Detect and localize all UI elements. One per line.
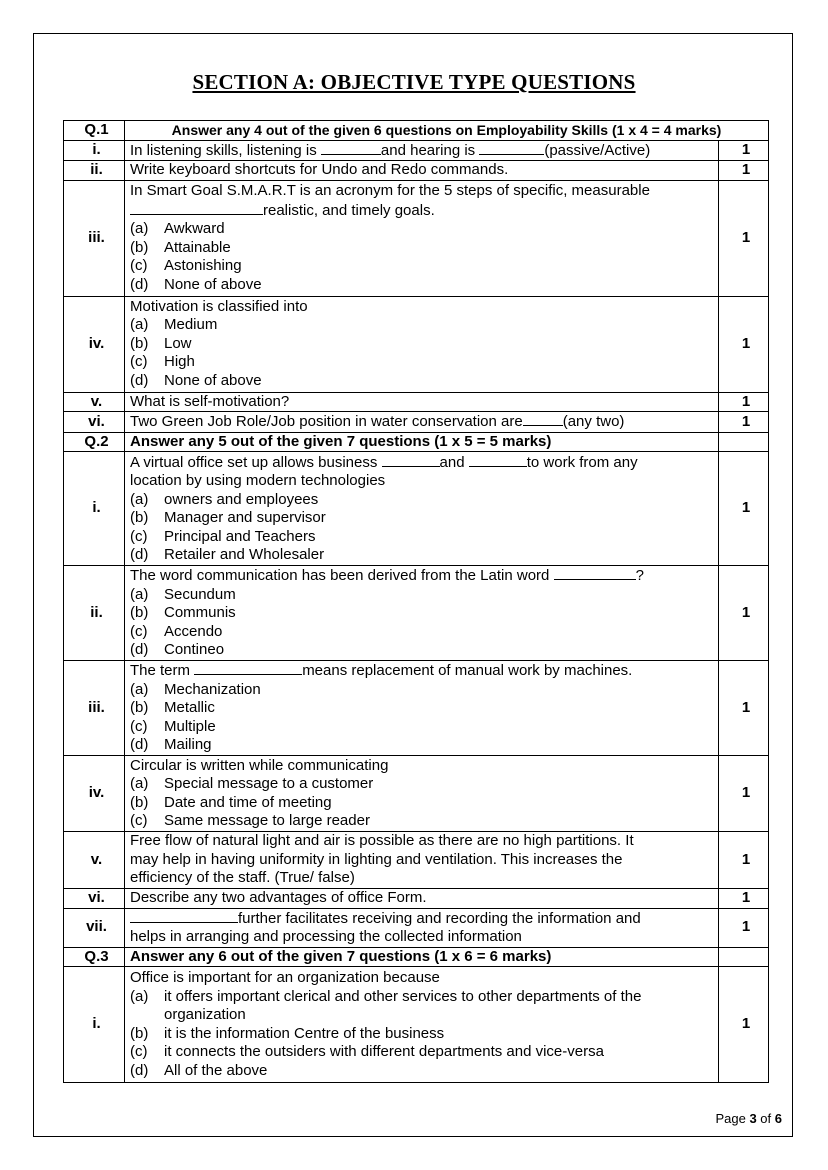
question-stem: Motivation is classified into [130,297,308,315]
item-number: i. [64,140,125,161]
item-number: ii. [64,566,125,661]
option-b: (b) Low [130,334,192,352]
option-b: (b) Metallic [130,699,215,717]
option-a: (a) Awkward [130,220,225,237]
empty-marks-cell [719,432,769,452]
marks-value: 1 [719,161,769,181]
q1-item-vi [64,412,769,433]
question-text [125,296,719,392]
marks-value: 1 [719,180,769,296]
q2-item-iii [64,661,769,756]
question-text-part: (passive/Active) [544,141,651,159]
option-a: (a) Secundum [130,585,236,603]
marks-value: 1 [719,566,769,661]
answer-blank [130,201,263,215]
item-number: vi. [64,889,125,909]
marks-value: 1 [719,661,769,756]
q2-instruction: Answer any 5 out of the given 7 questions (1 x 5 = 5 marks) [125,432,719,452]
question-text [125,412,719,433]
q2-item-vii [64,908,769,947]
q2-number: Q.2 [64,432,125,452]
answer-blank [321,141,381,155]
marks-value: 1 [719,908,769,947]
option-b: (b) it is the information Centre of the business [130,1024,445,1042]
q3-number: Q.3 [64,947,125,967]
q1-item-v [64,392,769,412]
q2-item-ii [64,566,769,661]
option-a: (a) Mechanization [130,680,261,698]
option-b: (b) Manager and supervisor [130,509,326,526]
marks-value: 1 [719,756,769,832]
question-text [125,140,719,161]
item-number: ii. [64,161,125,181]
item-number: v. [64,832,125,889]
question-stem: realistic, and timely goals. [263,201,435,219]
item-number: i. [64,452,125,566]
question-text-part: (any two) [562,413,625,430]
item-number: v. [64,392,125,412]
item-number: i. [64,967,125,1083]
question-text: The term means replacement of manual work by machines. (a) Mechanization (b) Metallic (c) Multiple (d) Mailing [125,661,719,756]
q2-item-i [64,452,769,566]
item-number: vii. [64,908,125,947]
page-footer [715,1111,782,1126]
answer-blank [523,412,563,426]
option-a: (a) Medium [130,316,218,334]
marks-value: 1 [719,412,769,433]
marks-value: 1 [719,296,769,392]
option-d: (d) None of above [130,371,262,389]
option-a: (a) Special message to a customer [130,775,374,792]
option-c: (c) Astonishing [130,257,242,274]
option-c: (c) Multiple [130,717,216,735]
empty-marks-cell [719,947,769,967]
option-b: (b) Attainable [130,238,231,256]
answer-blank [554,566,636,580]
option-c: (c) it connects the outsiders with different departments and vice-versa [130,1043,604,1060]
section-title: SECTION A: OBJECTIVE TYPE QUESTIONS [192,70,636,94]
question-stem: location by using modern technologies [130,472,386,489]
option-c: (c) High [130,353,195,371]
item-number: iv. [64,756,125,832]
question-text-part: In listening skills, listening is [130,141,321,159]
marks-value: 1 [719,889,769,909]
q3-instruction: Answer any 6 out of the given 7 questions (1 x 6 = 6 marks) [125,947,719,967]
q1-number: Q.1 [64,121,125,141]
item-number: iii. [64,180,125,296]
question-text [125,967,719,1083]
questions-table [63,120,769,1083]
question-text: Describe any two advantages of office Form. [125,889,719,909]
option-a: (a) it offers important clerical and other services to other departments of the organization [130,987,642,1023]
question-text [125,180,719,296]
option-c: (c) Principal and Teachers [130,527,316,545]
question-text: The word communication has been derived from the Latin word ? (a) Secundum (b) Communis (c) Accendo (d) Contineo [125,566,719,661]
q1-item-i [64,140,769,161]
question-stem: Office is important for an organization because [130,969,440,986]
question-text: further facilitates receiving and recording the information and helps in arranging and processing the collected information [125,908,719,947]
q2-item-vi [64,889,769,909]
answer-blank [479,141,544,155]
option-b: (b) Date and time of meeting [130,793,332,811]
marks-value: 1 [719,967,769,1083]
q1-item-iii [64,180,769,296]
current-page-number: 3 [749,1111,757,1126]
option-d: (d) None of above [130,275,262,293]
answer-blank [130,909,238,923]
question-stem: Circular is written while communicating [130,756,389,774]
answer-blank [382,453,440,467]
q2-header-row [64,432,769,452]
marks-value: 1 [719,452,769,566]
option-d: (d) Mailing [130,736,212,754]
option-d: (d) Retailer and Wholesaler [130,546,325,563]
question-text [125,756,719,832]
q1-item-ii [64,161,769,181]
question-text: Free flow of natural light and air is possible as there are no high partitions. It may help in having uniformity in lighting and ventilation. This increases the efficiency of the staff. (True/ false) [125,832,719,889]
q1-header-row [64,121,769,141]
item-number: iv. [64,296,125,392]
item-number: vi. [64,412,125,433]
q1-instruction: Answer any 4 out of the given 6 questions on Employability Skills (1 x 4 = 4 marks) [125,121,769,141]
option-c: (c) Same message to large reader [130,812,370,829]
total-pages-number: 6 [774,1111,782,1126]
option-a: (a) owners and employees [130,490,319,508]
option-d: (d) All of the above [130,1061,268,1079]
question-text-part: and hearing is [380,141,480,159]
option-c: (c) Accendo [130,622,223,640]
marks-value: 1 [719,392,769,412]
marks-value: 1 [719,832,769,889]
option-b: (b) Communis [130,604,236,622]
q2-item-iv [64,756,769,832]
question-text-part: Two Green Job Role/Job position in water conservation are [130,413,523,430]
question-text: A virtual office set up allows business and to work from any location by using modern technologies (a) owners and employees (b) Manager and supervisor (c) Principal and Teachers (d) Retailer and Wholesaler [125,452,719,566]
page-label: Page [715,1111,746,1126]
answer-blank [469,453,527,467]
marks-value: 1 [719,140,769,161]
question-text: What is self-motivation? [125,392,719,412]
q1-item-iv [64,296,769,392]
question-stem: In Smart Goal S.M.A.R.T is an acronym for the 5 steps of specific, measurable [130,182,650,199]
option-d: (d) Contineo [130,641,225,659]
q2-item-v [64,832,769,889]
q3-item-i [64,967,769,1083]
page-of-label: of [760,1111,772,1126]
question-text: Write keyboard shortcuts for Undo and Redo commands. [125,161,719,181]
item-number: iii. [64,661,125,756]
answer-blank [194,661,302,675]
q3-header-row [64,947,769,967]
